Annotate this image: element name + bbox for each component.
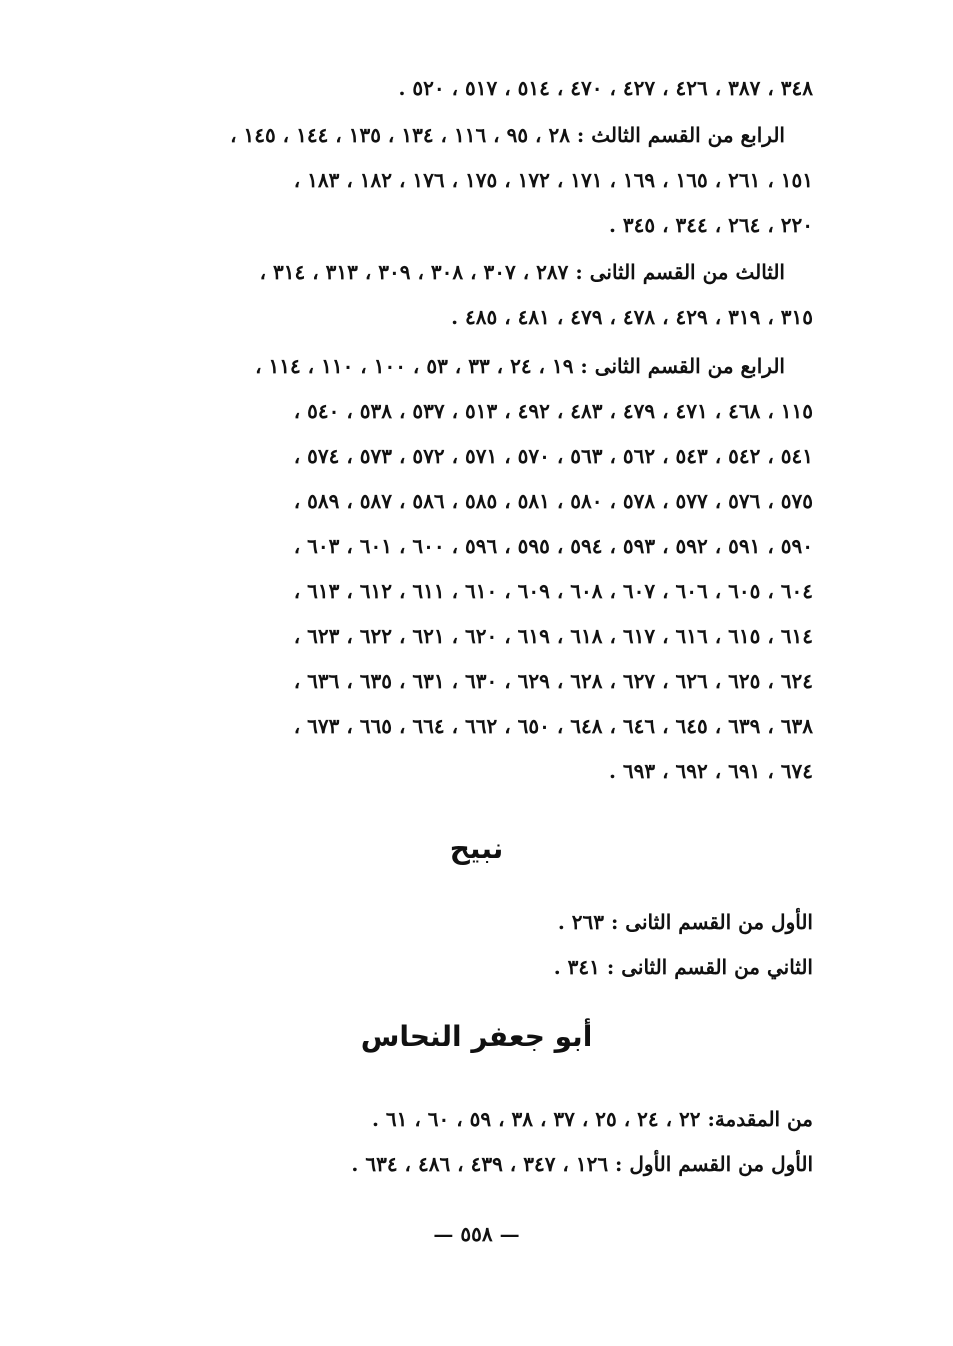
index-line: ٥٤١ ، ٥٤٢ ، ٥٤٣ ، ٥٦٢ ، ٥٦٣ ، ٥٧٠ ، ٥٧١ ، ٥٧٢ ، ٥٧٣ ، ٥٧٤ ، — [293, 444, 813, 468]
index-line: ٢٢٠ ، ٢٦٤ ، ٣٤٤ ، ٣٤٥ . — [608, 213, 813, 237]
index-line: الرابع من القسم الثالث : ٢٨ ، ٩٥ ، ١١٦ ، ١٣٤ ، ١٣٥ ، ١٤٤ ، ١٤٥ ، — [230, 123, 785, 147]
index-line: ١١٥ ، ٤٦٨ ، ٤٧١ ، ٤٧٩ ، ٤٨٣ ، ٤٩٢ ، ٥١٣ ، ٥٣٧ ، ٥٣٨ ، ٥٤٠ ، — [293, 399, 813, 423]
index-section-nabih — [93, 900, 813, 990]
index-line: الثالث من القسم الثانى : ٢٨٧ ، ٣٠٧ ، ٣٠٨ ، ٣٠٩ ، ٣١٣ ، ٣١٤ ، — [259, 260, 785, 284]
index-line: من المقدمة: ٢٢ ، ٢٤ ، ٢٥ ، ٣٧ ، ٣٨ ، ٥٩ ، ٦٠ ، ٦١ . — [371, 1107, 813, 1131]
index-line: الرابع من القسم الثانى : ١٩ ، ٢٤ ، ٣٣ ، ٥٣ ، ١٠٠ ، ١١٠ ، ١١٤ ، — [255, 354, 785, 378]
index-line: ٦٠٤ ، ٦٠٥ ، ٦٠٦ ، ٦٠٧ ، ٦٠٨ ، ٦٠٩ ، ٦١٠ ، ٦١١ ، ٦١٢ ، ٦١٣ ، — [293, 579, 813, 603]
index-line: ١٥١ ، ٢٦١ ، ١٦٥ ، ١٦٩ ، ١٧١ ، ١٧٢ ، ١٧٥ ، ١٧٦ ، ١٨٢ ، ١٨٣ ، — [293, 168, 813, 192]
index-line: ٥٩٠ ، ٥٩١ ، ٥٩٢ ، ٥٩٣ ، ٥٩٤ ، ٥٩٥ ، ٥٩٦ ، ٦٠٠ ، ٦٠١ ، ٦٠٣ ، — [293, 534, 813, 558]
index-section-nahhas — [93, 1097, 813, 1187]
section-heading-nahhas: أبو جعفر النحاس — [360, 1020, 593, 1053]
section-heading-nabih: نبيح — [449, 832, 504, 865]
index-line: ٣١٥ ، ٣١٩ ، ٤٢٩ ، ٤٧٨ ، ٤٧٩ ، ٤٨١ ، ٤٨٥ . — [451, 305, 813, 329]
index-line: ٦٧٤ ، ٦٩١ ، ٦٩٢ ، ٦٩٣ . — [608, 759, 813, 783]
index-line: الأول من القسم الأول : ١٢٦ ، ٣٤٧ ، ٤٣٩ ، ٤٨٦ ، ٦٣٤ . — [351, 1152, 813, 1176]
index-line: ٣٤٨ ، ٣٨٧ ، ٤٢٦ ، ٤٢٧ ، ٤٧٠ ، ٥١٤ ، ٥١٧ ، ٥٢٠ . — [398, 76, 813, 100]
index-line: ٦١٤ ، ٦١٥ ، ٦١٦ ، ٦١٧ ، ٦١٨ ، ٦١٩ ، ٦٢٠ ، ٦٢١ ، ٦٢٢ ، ٦٢٣ ، — [293, 624, 813, 648]
index-line: ٦٣٨ ، ٦٣٩ ، ٦٤٥ ، ٦٤٦ ، ٦٤٨ ، ٦٥٠ ، ٦٦٢ ، ٦٦٤ ، ٦٦٥ ، ٦٧٣ ، — [293, 714, 813, 738]
page-number: — ٥٥٨ — — [433, 1222, 520, 1246]
index-line: الأول من القسم الثانى : ٢٦٣ . — [557, 910, 813, 934]
index-line: الثاني من القسم الثانى : ٣٤١ . — [553, 955, 813, 979]
index-line: ٦٢٤ ، ٦٢٥ ، ٦٢٦ ، ٦٢٧ ، ٦٢٨ ، ٦٢٩ ، ٦٣٠ ، ٦٣١ ، ٦٣٥ ، ٦٣٦ ، — [293, 669, 813, 693]
index-section-continued — [93, 66, 813, 794]
index-line: ٥٧٥ ، ٥٧٦ ، ٥٧٧ ، ٥٧٨ ، ٥٨٠ ، ٥٨١ ، ٥٨٥ ، ٥٨٦ ، ٥٨٧ ، ٥٨٩ ، — [293, 489, 813, 513]
